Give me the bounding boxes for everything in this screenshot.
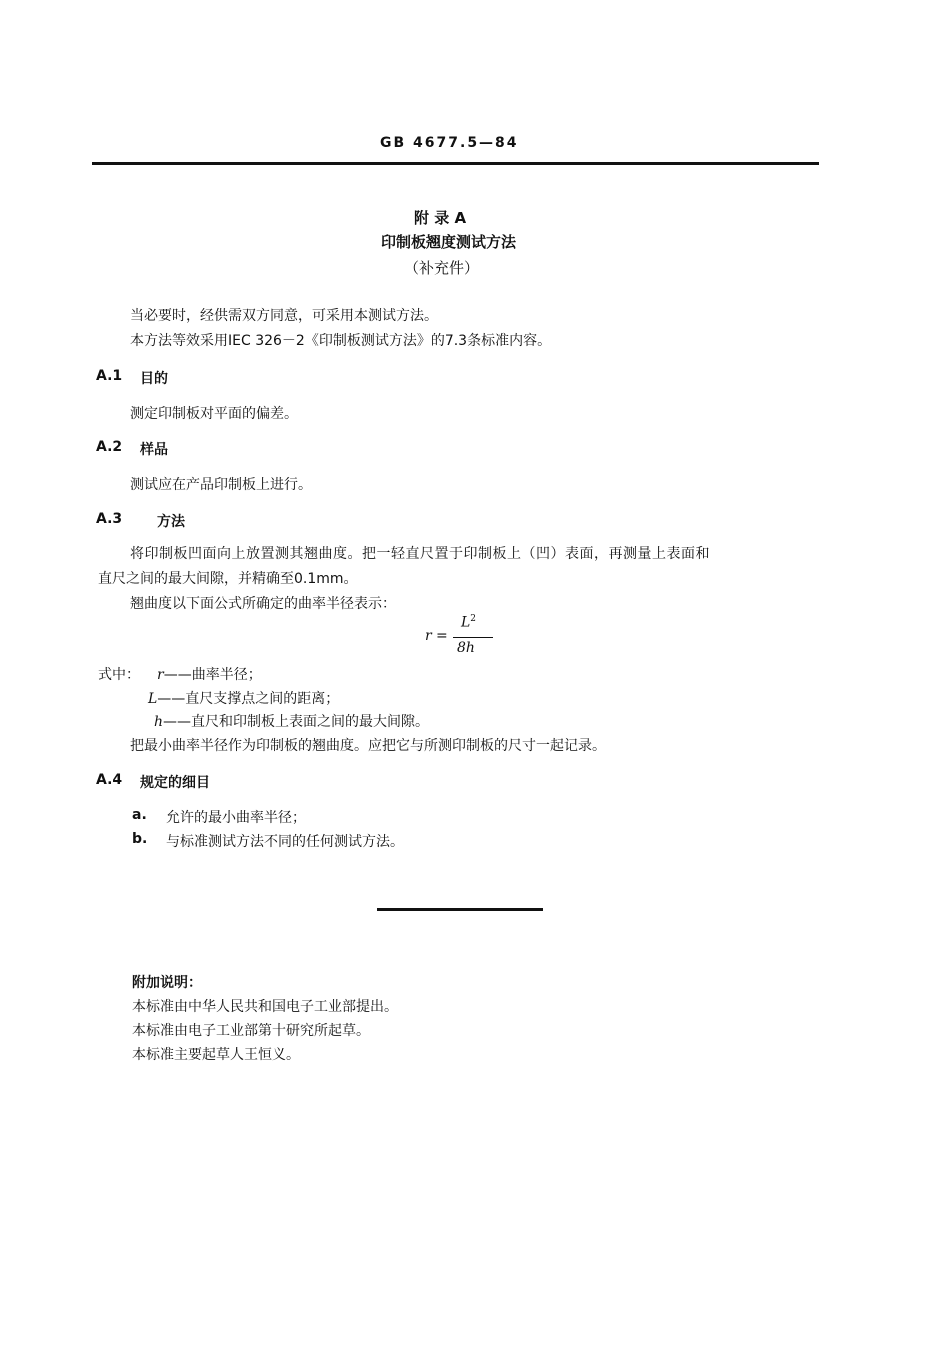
intro-line-2: 本方法等效采用IEC 326－2《印制板测试方法》的7.3条标准内容。	[130, 333, 552, 349]
notes-line-2: 本标准由电子工业部第十研究所起草。	[132, 1023, 370, 1039]
list-item-b: 与标准测试方法不同的任何测试方法。	[166, 834, 404, 850]
end-rule	[377, 908, 543, 911]
section-a1-title: 目的	[140, 371, 168, 387]
def-r	[157, 664, 262, 684]
section-a2-number: A.2	[96, 439, 123, 455]
appendix-subtitle: （补充件）	[404, 259, 480, 277]
formula-numerator: $L^2$	[461, 614, 477, 631]
list-marker-a: a.	[132, 807, 147, 823]
section-a3-para1-line1: 将印制板凹面向上放置测其翘曲度。把一轻直尺置于印制板上（凹）表面，再测量上表面和	[130, 546, 710, 562]
notes-line-1: 本标准由中华人民共和国电子工业部提出。	[132, 999, 398, 1015]
section-a3-para1-line2: 直尺之间的最大间隙，并精确至0.1mm。	[98, 571, 358, 587]
formula-lhs: r	[425, 628, 432, 644]
appendix-label: 附 录 A	[414, 209, 467, 227]
formula-equals: =	[436, 628, 448, 644]
list-marker-b: b.	[132, 831, 148, 847]
notes-line-3: 本标准主要起草人王恒义。	[132, 1047, 300, 1063]
where-label: 式中：	[98, 667, 140, 683]
section-a4-number: A.4	[96, 772, 123, 788]
section-a1-body: 测定印制板对平面的偏差。	[130, 406, 298, 422]
standard-number: GB 4677.5—84	[380, 135, 519, 151]
def-r-symbol: r	[157, 667, 164, 683]
formula-exponent: 2	[470, 614, 477, 624]
appendix-title: 印制板翘度测试方法	[381, 233, 517, 251]
fraction-bar	[453, 637, 493, 638]
intro-line-1: 当必要时，经供需双方同意，可采用本测试方法。	[130, 308, 438, 324]
section-a2-body: 测试应在产品印制板上进行。	[130, 477, 312, 493]
def-L-symbol: L	[148, 691, 158, 707]
def-h	[154, 711, 429, 731]
def-L	[148, 688, 339, 708]
section-a1-number: A.1	[96, 368, 123, 384]
def-h-symbol: h	[154, 714, 164, 730]
header-rule	[92, 162, 819, 165]
list-item-a: 允许的最小曲率半径；	[166, 810, 306, 826]
section-a4-title: 规定的细目	[140, 775, 210, 791]
section-a2-title: 样品	[140, 442, 168, 458]
section-a3-title: 方法	[157, 514, 185, 530]
section-a3-para3: 把最小曲率半径作为印制板的翘曲度。应把它与所测印制板的尺寸一起记录。	[130, 738, 606, 754]
formula-denominator: 8h	[457, 640, 475, 656]
def-L-text: ——直尺支撑点之间的距离；	[157, 691, 340, 707]
def-r-text: ——曲率半径；	[163, 667, 262, 683]
curvature-formula	[425, 614, 505, 660]
section-a3-para2: 翘曲度以下面公式所确定的曲率半径表示：	[130, 596, 396, 612]
section-a3-number: A.3	[96, 511, 123, 527]
notes-title: 附加说明：	[132, 975, 202, 991]
def-h-text: ——直尺和印制板上表面之间的最大间隙。	[163, 714, 430, 730]
